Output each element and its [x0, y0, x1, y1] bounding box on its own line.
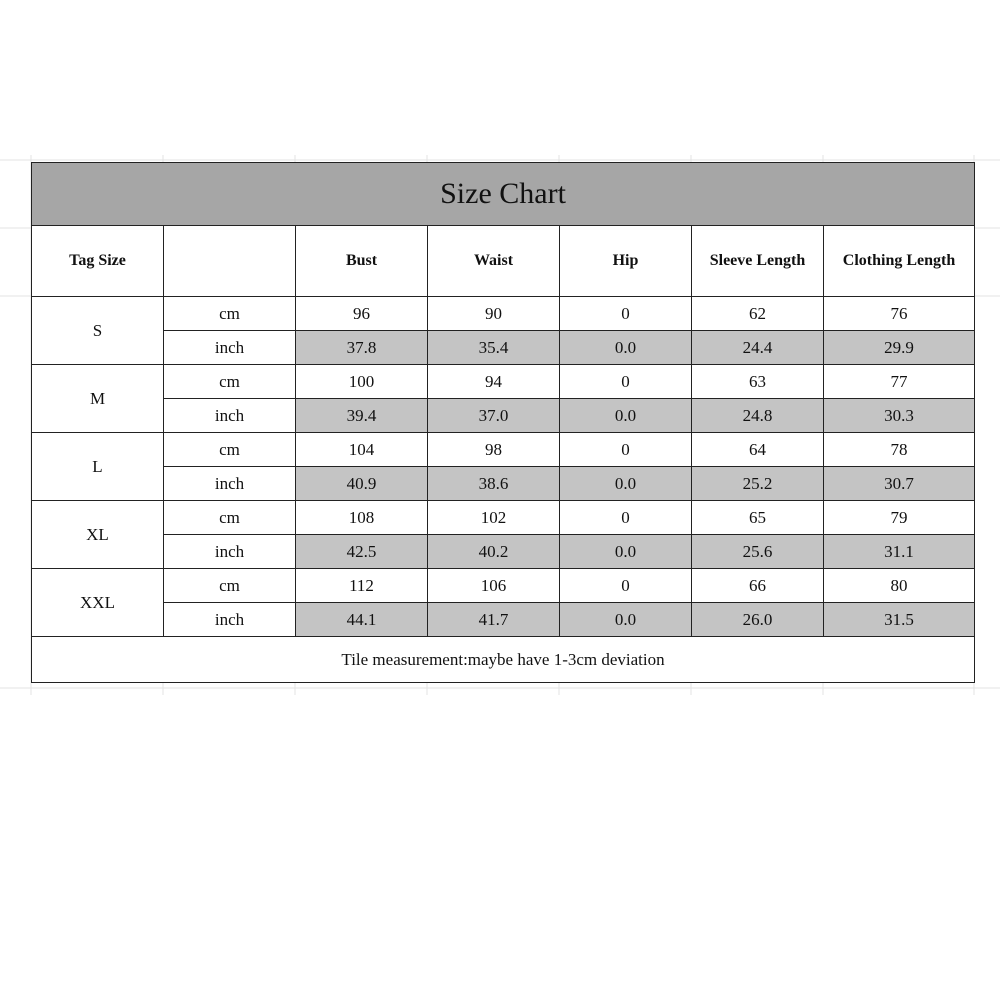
clothing-length-value: 80: [824, 569, 975, 603]
clothing-length-value: 77: [824, 365, 975, 399]
unit-label: inch: [164, 399, 296, 433]
sleeve-length-value: 62: [692, 297, 824, 331]
size-row-xxl-inch: [32, 603, 975, 637]
unit-label: inch: [164, 331, 296, 365]
header-tag-size: Tag Size: [32, 226, 164, 297]
sleeve-length-value: 24.8: [692, 399, 824, 433]
waist-value: 102: [428, 501, 560, 535]
waist-value: 38.6: [428, 467, 560, 501]
header-clothing-length: Clothing Length: [824, 226, 975, 297]
waist-value: 37.0: [428, 399, 560, 433]
bust-value: 96: [296, 297, 428, 331]
size-tag: L: [32, 433, 164, 501]
size-row-m-inch: [32, 399, 975, 433]
size-row-m-cm: [32, 365, 975, 399]
hip-value: 0: [560, 365, 692, 399]
size-row-xl-cm: [32, 501, 975, 535]
hip-value: 0.0: [560, 603, 692, 637]
bust-value: 37.8: [296, 331, 428, 365]
size-row-xxl-cm: [32, 569, 975, 603]
size-tag: XL: [32, 501, 164, 569]
waist-value: 106: [428, 569, 560, 603]
size-row-l-inch: [32, 467, 975, 501]
chart-title: Size Chart: [32, 163, 975, 226]
header-sleeve-length: Sleeve Length: [692, 226, 824, 297]
size-tag: S: [32, 297, 164, 365]
waist-value: 35.4: [428, 331, 560, 365]
unit-label: cm: [164, 569, 296, 603]
header-waist: Waist: [428, 226, 560, 297]
sleeve-length-value: 26.0: [692, 603, 824, 637]
bust-value: 42.5: [296, 535, 428, 569]
header-row: [32, 226, 975, 297]
clothing-length-value: 30.3: [824, 399, 975, 433]
clothing-length-value: 31.5: [824, 603, 975, 637]
unit-label: inch: [164, 603, 296, 637]
clothing-length-value: 79: [824, 501, 975, 535]
unit-label: inch: [164, 467, 296, 501]
size-row-l-cm: [32, 433, 975, 467]
unit-label: inch: [164, 535, 296, 569]
bust-value: 104: [296, 433, 428, 467]
measurement-note: Tile measurement:maybe have 1-3cm deviation: [32, 637, 975, 683]
size-tag: XXL: [32, 569, 164, 637]
waist-value: 98: [428, 433, 560, 467]
hip-value: 0.0: [560, 535, 692, 569]
bust-value: 112: [296, 569, 428, 603]
bust-value: 100: [296, 365, 428, 399]
bust-value: 44.1: [296, 603, 428, 637]
sleeve-length-value: 64: [692, 433, 824, 467]
hip-value: 0: [560, 501, 692, 535]
waist-value: 94: [428, 365, 560, 399]
size-tag: M: [32, 365, 164, 433]
sleeve-length-value: 63: [692, 365, 824, 399]
clothing-length-value: 78: [824, 433, 975, 467]
sleeve-length-value: 25.6: [692, 535, 824, 569]
size-row-s-inch: [32, 331, 975, 365]
bust-value: 108: [296, 501, 428, 535]
bust-value: 39.4: [296, 399, 428, 433]
unit-label: cm: [164, 433, 296, 467]
clothing-length-value: 31.1: [824, 535, 975, 569]
unit-label: cm: [164, 501, 296, 535]
hip-value: 0: [560, 433, 692, 467]
sleeve-length-value: 65: [692, 501, 824, 535]
clothing-length-value: 76: [824, 297, 975, 331]
size-row-xl-inch: [32, 535, 975, 569]
waist-value: 41.7: [428, 603, 560, 637]
size-chart-table: [31, 162, 975, 683]
bust-value: 40.9: [296, 467, 428, 501]
waist-value: 90: [428, 297, 560, 331]
size-row-s-cm: [32, 297, 975, 331]
unit-label: cm: [164, 297, 296, 331]
hip-value: 0.0: [560, 331, 692, 365]
hip-value: 0.0: [560, 399, 692, 433]
waist-value: 40.2: [428, 535, 560, 569]
hip-value: 0.0: [560, 467, 692, 501]
hip-value: 0: [560, 297, 692, 331]
header-hip: Hip: [560, 226, 692, 297]
hip-value: 0: [560, 569, 692, 603]
header-bust: Bust: [296, 226, 428, 297]
sleeve-length-value: 66: [692, 569, 824, 603]
clothing-length-value: 30.7: [824, 467, 975, 501]
unit-label: cm: [164, 365, 296, 399]
sleeve-length-value: 25.2: [692, 467, 824, 501]
clothing-length-value: 29.9: [824, 331, 975, 365]
header-unit: [164, 226, 296, 297]
sleeve-length-value: 24.4: [692, 331, 824, 365]
